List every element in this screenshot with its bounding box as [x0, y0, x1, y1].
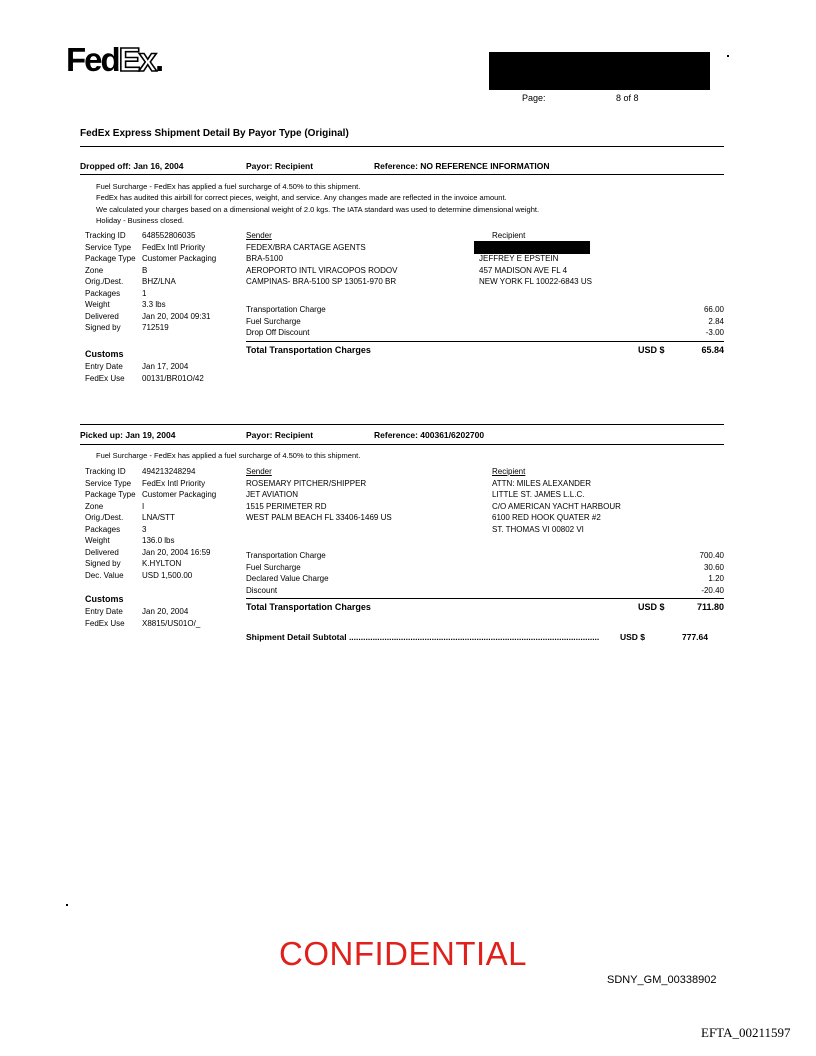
charge-amount: 30.60 — [703, 562, 724, 572]
detail-row: Delivered Jan 20, 2004 09:31 — [85, 311, 211, 321]
shipment2-total-amount: 711.80 — [696, 602, 724, 612]
charge-label: Fuel Surcharge — [246, 316, 301, 326]
subtotal-amount: 777.64 — [682, 632, 708, 642]
fedex-logo — [66, 40, 162, 80]
recipient-line: ATTN: MILES ALEXANDER — [492, 478, 591, 488]
efta-number: EFTA_00211597 — [701, 1025, 791, 1040]
shipment2-header-rule — [80, 444, 724, 445]
shipment2-customs — [85, 606, 200, 629]
sender-line: WEST PALM BEACH FL 33406-1469 US — [246, 513, 392, 522]
shipment2-sender — [246, 466, 392, 524]
sender-line: ROSEMARY PITCHER/SHIPPER — [246, 478, 367, 488]
customs-row: FedEx Use X8815/US01O/_ — [85, 618, 201, 628]
shipment1-customs — [85, 361, 204, 384]
shipment1-note: FedEx has audited this airbill for correct pieces, weight, and service. Any changes made are reflected in the invoice amount. — [96, 193, 507, 203]
title-rule — [80, 146, 724, 147]
sender-label: Sender — [246, 467, 272, 476]
detail-row: Orig./Dest. LNA/STT — [85, 513, 175, 522]
shipment1-note: We calculated your charges based on a dimensional weight of 2.0 kgs. The IATA standard was used to determine dimensional weight. — [96, 204, 540, 214]
shipment1-recipient-label: Recipient — [492, 231, 526, 240]
shipment2-total-label: Total Transportation Charges — [246, 602, 371, 612]
charge-label: Fuel Surcharge — [246, 562, 301, 572]
detail-row: Package Type Customer Packaging — [85, 254, 217, 263]
detail-row: Zone B — [85, 265, 148, 275]
charge-amount: 700.40 — [699, 551, 724, 560]
subtotal-label: Shipment Detail Subtotal .......................................................................................................... — [246, 632, 600, 642]
charge-label: Transportation Charge — [246, 305, 326, 314]
detail-row: Service Type FedEx Intl Priority — [85, 242, 206, 252]
logo-ex: Ex — [118, 41, 156, 78]
detail-row: Service Type FedEx Intl Priority — [85, 478, 206, 488]
shipment1-notes — [96, 181, 539, 226]
shipment2-note: Fuel Surcharge - FedEx has applied a fuel surcharge of 4.50% to this shipment. — [96, 451, 361, 460]
sender-line: AEROPORTO INTL VIRACOPOS RODOV — [246, 265, 398, 275]
customs-row: Entry Date Jan 17, 2004 — [85, 362, 189, 371]
sender-line: BRA-5100 — [246, 254, 283, 263]
charge-amount: 1.20 — [708, 574, 724, 583]
shipment1-total-amount: 65.84 — [701, 345, 724, 355]
shipment2-charge-amounts — [640, 550, 724, 596]
charge-amount: 2.84 — [708, 316, 724, 326]
shipment1-customs-title: Customs — [85, 349, 124, 359]
shipment1-note: Holiday - Business closed. — [96, 215, 184, 225]
confidential-stamp: CONFIDENTIAL — [279, 935, 528, 972]
sender-line: JET AVIATION — [246, 490, 299, 499]
report-title: FedEx Express Shipment Detail By Payor Type (Original) — [80, 128, 349, 139]
recipient-line: JEFFREY E EPSTEIN — [479, 254, 559, 263]
detail-row: Packages 1 — [85, 288, 147, 298]
shipment1-charges-rule — [246, 341, 724, 342]
shipment2-charges — [246, 550, 329, 596]
bates-number: SDNY_GM_00338902 — [607, 974, 717, 986]
shipment1-charge-amounts — [640, 304, 724, 339]
shipment2-reference: Reference: 400361/6202700 — [374, 430, 485, 440]
detail-row: Tracking ID 494213248294 — [85, 467, 196, 476]
logo-fed: Fed — [66, 41, 119, 78]
shipment2-charges-rule — [246, 598, 724, 599]
charge-amount: -3.00 — [705, 328, 724, 337]
recipient-line: 457 MADISON AVE FL 4 — [479, 265, 568, 275]
charge-label: Discount — [246, 585, 278, 595]
charge-label: Declared Value Charge — [246, 574, 329, 583]
shipment1-payor: Payor: Recipient — [246, 161, 314, 171]
speck-mark — [66, 904, 68, 906]
shipment2-customs-title: Customs — [85, 594, 124, 604]
page-label: Page: — [522, 93, 546, 103]
sender-label: Sender — [246, 231, 272, 240]
charge-label: Drop Off Discount — [246, 328, 310, 337]
subtotal-currency: USD $ — [620, 632, 646, 642]
sender-line: 1515 PERIMETER RD — [246, 501, 327, 511]
recipient-line: 6100 RED HOOK QUATER #2 — [492, 513, 601, 522]
shipment2-recipient — [492, 466, 621, 535]
page-value: 8 of 8 — [616, 93, 639, 103]
shipment1-header-rule — [80, 174, 724, 175]
detail-row: Tracking ID 648552806035 — [85, 231, 196, 240]
shipment1-recipient — [479, 253, 592, 288]
header-redaction — [489, 52, 710, 90]
detail-row: Signed by 712519 — [85, 323, 169, 332]
shipment2-top-rule — [80, 424, 724, 425]
detail-row: Dec. Value USD 1,500.00 — [85, 570, 193, 580]
recipient-label: Recipient — [492, 467, 526, 476]
customs-row: FedEx Use 00131/BR01O/42 — [85, 373, 204, 383]
shipment1-date: Dropped off: Jan 16, 2004 — [80, 161, 184, 171]
shipment2-total-currency: USD $ — [638, 602, 665, 612]
charge-amount: 66.00 — [703, 305, 724, 314]
logo-dot: . — [155, 41, 163, 78]
shipment1-reference: Reference: NO REFERENCE INFORMATION — [374, 161, 550, 171]
detail-row: Weight 3.3 lbs — [85, 300, 166, 309]
charge-label: Transportation Charge — [246, 551, 326, 560]
shipment1-sender — [246, 230, 397, 288]
detail-row: Packages 3 — [85, 524, 147, 534]
customs-row: Entry Date Jan 20, 2004 — [85, 607, 189, 616]
shipment2-details — [85, 466, 216, 581]
sender-line: CAMPINAS- BRA-5100 SP 13051-970 BR — [246, 277, 397, 286]
detail-row: Package Type Customer Packaging — [85, 490, 217, 499]
speck-mark — [727, 55, 729, 57]
detail-row: Weight 136.0 lbs — [85, 536, 175, 545]
shipment2-payor: Payor: Recipient — [246, 430, 314, 440]
shipment1-total-currency: USD $ — [638, 345, 665, 355]
recipient-line: NEW YORK FL 10022-6843 US — [479, 277, 592, 286]
shipment1-total-label: Total Transportation Charges — [246, 345, 371, 355]
charge-amount: -20.40 — [701, 585, 724, 595]
shipment1-details — [85, 230, 216, 334]
shipment1-note: Fuel Surcharge - FedEx has applied a fuel surcharge of 4.50% to this shipment. — [96, 182, 361, 191]
shipment1-charges — [246, 304, 326, 339]
sender-line: FEDEX/BRA CARTAGE AGENTS — [246, 242, 366, 252]
recipient-line: LITTLE ST. JAMES L.L.C. — [492, 490, 585, 499]
recipient-line: ST. THOMAS VI 00802 VI — [492, 524, 584, 534]
detail-row: Signed by K.HYLTON — [85, 559, 182, 568]
detail-row: Zone I — [85, 501, 145, 511]
detail-row: Delivered Jan 20, 2004 16:59 — [85, 547, 211, 557]
recipient-line: C/O AMERICAN YACHT HARBOUR — [492, 501, 621, 511]
shipment2-date: Picked up: Jan 19, 2004 — [80, 430, 176, 440]
detail-row: Orig./Dest. BHZ/LNA — [85, 277, 176, 286]
